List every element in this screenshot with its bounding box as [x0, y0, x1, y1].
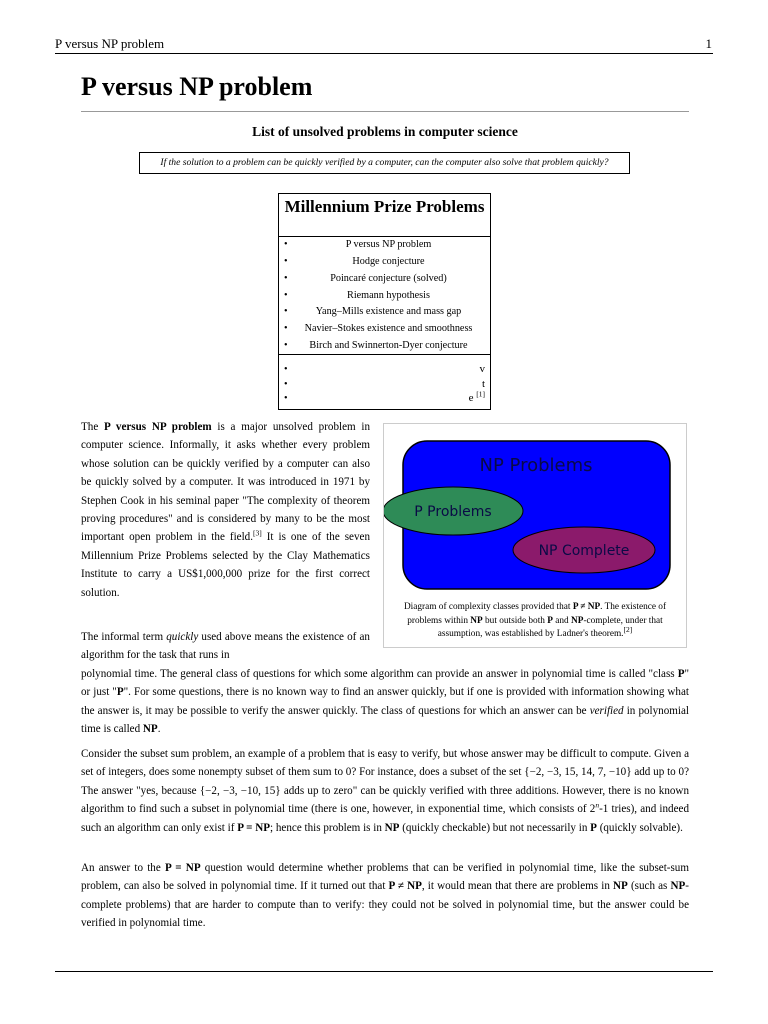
- unsolved-question-box: [139, 152, 630, 174]
- text-run: .: [157, 723, 161, 736]
- text-run: The informal term: [81, 631, 167, 643]
- bold-term: P versus NP problem: [104, 421, 212, 433]
- italic-term: verified: [589, 704, 624, 717]
- text-run: Consider the subset sum problem, an example of a problem that is easy to verify, but whose answer may be difficult to compute. Given a set of integers, does some nonempty subset of them sum to 0? For instance, does a subset of the set {−2, −3, 15, 14, 7, −10} add up to 0? The answer "yes, because {−2, −3, −10, 15} adds up to zero" can be quickly verified with three additions. However, there is no known algorithm to find such a subset in polynomial time (there is one, however, in exponential time, which consists of 2: [81, 748, 689, 816]
- bold-term: P: [547, 615, 553, 626]
- bullet: •: [284, 273, 288, 284]
- text-run: and: [552, 615, 572, 626]
- bold-term: NP: [670, 880, 686, 893]
- bullet: •: [284, 290, 288, 301]
- bullet: •: [284, 306, 288, 317]
- page-number: 1: [705, 36, 712, 51]
- navbox-view-link[interactable]: [279, 362, 490, 377]
- text-run: is a major unsolved problem in computer science. Informally, it asks whether every problem whose solution can be quickly verified by a computer can also be quickly solved by a computer. It was introduced in 1971 by Stephen Cook in his seminal paper "The complexity of theorem proving procedures" and is considered by many to be the most important open problem in the field.: [81, 421, 371, 544]
- navbox-item[interactable]: [279, 288, 490, 304]
- np-problems-label: NP Problems: [479, 455, 593, 476]
- navbox-item-label: Poincaré conjecture (solved): [330, 273, 447, 284]
- navbox-item-label: Hodge conjecture: [352, 256, 425, 267]
- text-run: ". For some questions, there is no known way to find an answer quickly, but if one is provided with information showing what the answer is, it may be possible to verify the answer quickly. The class of questions for which an answer can be: [81, 686, 689, 717]
- navbox-divider: [279, 354, 490, 355]
- reference-mark[interactable]: [1]: [476, 389, 485, 399]
- view-link-label: v: [479, 363, 485, 375]
- text-run: question would determine whether problems that can be verified in polynomial time, like the subset-sum problem, can also be solved in polynomial time. If it turned out that: [81, 862, 689, 893]
- quickly-paragraph-continued: [81, 665, 689, 739]
- text-run: " or just ": [81, 668, 689, 699]
- bullet: •: [284, 323, 288, 334]
- bold-term: NP: [571, 615, 584, 626]
- navbox-edit-link[interactable]: [279, 391, 490, 406]
- navbox-item-label: Birch and Swinnerton-Dyer conjecture: [309, 340, 468, 351]
- answer-paragraph: [81, 859, 689, 933]
- subset-sum-paragraph: [81, 745, 689, 837]
- talk-link-label: t: [481, 378, 485, 390]
- navbox-talk-link[interactable]: [279, 377, 490, 392]
- bullet: •: [284, 256, 288, 267]
- text-run: (quickly solvable).: [596, 821, 683, 834]
- text-run: -complete, under that assumption, was established by Ladner's theorem.: [437, 615, 663, 639]
- edit-link-label: [469, 391, 485, 406]
- text-run: The: [81, 421, 104, 433]
- bold-term: P: [590, 821, 597, 834]
- navbox-item[interactable]: [279, 254, 490, 270]
- bold-term: P ≠ NP: [388, 880, 422, 893]
- text-run: It is one of the seven Millennium Prize Problems selected by the Clay Mathematics Institute to carry a US$1,000,000 prize for the first correct solution.: [81, 531, 371, 599]
- bold-term: NP: [384, 821, 400, 834]
- italic-term: quickly: [166, 631, 199, 643]
- navbox-item[interactable]: [279, 321, 490, 337]
- title-rule: [81, 111, 689, 112]
- bullet: •: [284, 379, 288, 390]
- italic-term: n: [595, 800, 600, 810]
- bold-term: P: [116, 686, 124, 699]
- text-run: polynomial time. The general class of questions for which some algorithm can provide an answer in polynomial time is called "class: [81, 668, 678, 680]
- text-run: Diagram of complexity classes provided that: [403, 602, 573, 612]
- text-run: in polynomial time is called: [81, 704, 689, 736]
- navbox-item-label: Riemann hypothesis: [347, 290, 430, 301]
- bold-term: P = NP: [237, 821, 271, 834]
- text-run: An answer to the: [81, 862, 165, 874]
- unsolved-question: If the solution to a problem can be quickly verified by a computer, can the computer also solve that problem quickly?: [160, 157, 609, 168]
- figure-caption: [390, 601, 680, 642]
- reference-mark[interactable]: [2]: [623, 624, 633, 634]
- text-run: -1 tries), and indeed such an algorithm can only exist if: [81, 803, 689, 834]
- bold-term: NP: [613, 880, 628, 893]
- navbox-item-label: Navier–Stokes existence and smoothness: [304, 323, 473, 334]
- p-problems-label: P Problems: [414, 504, 492, 520]
- bold-term: P = NP: [164, 862, 201, 874]
- millennium-prize-navbox: [278, 193, 491, 410]
- text-run: used above means the existence of an algorithm for the task that runs in: [81, 631, 370, 662]
- edit-link-text: e: [468, 392, 474, 404]
- text-run: (quickly checkable) but not necessarily in: [399, 821, 591, 834]
- intro-paragraph: [81, 418, 370, 602]
- reference-mark[interactable]: [3]: [252, 528, 262, 538]
- running-header-title: P versus NP problem: [55, 36, 165, 51]
- navbox-item[interactable]: [279, 304, 490, 320]
- bold-term: P: [677, 668, 685, 680]
- navbox-item[interactable]: [279, 271, 490, 287]
- navbox-item[interactable]: [279, 338, 490, 354]
- navbox-title: Millennium Prize Problems: [284, 197, 485, 216]
- text-run: ; hence this problem is in: [270, 821, 385, 834]
- navbox-item-label: P versus NP problem: [345, 239, 432, 250]
- bold-term: P ≠ NP: [572, 602, 601, 612]
- header-rule: [55, 53, 713, 54]
- bullet: •: [284, 239, 288, 250]
- np-complete-label: NP Complete: [538, 543, 630, 559]
- bullet: •: [284, 340, 288, 351]
- article-title: P versus NP problem: [81, 72, 313, 101]
- bullet: •: [284, 364, 288, 375]
- bold-term: NP: [142, 723, 158, 736]
- quickly-paragraph-start: [81, 628, 370, 665]
- text-run: but outside both: [482, 615, 548, 626]
- bold-term: NP: [470, 615, 483, 626]
- navbox-item-label: Yang–Mills existence and mass gap: [315, 306, 462, 317]
- footer-rule: [55, 971, 713, 972]
- text-run: -complete problems) that are harder to compute than to verify: they could not be solved in polynomial time, but the answer could be verified in polynomial time.: [81, 880, 689, 930]
- unsolved-problems-heading: List of unsolved problems in computer science: [252, 124, 518, 139]
- bullet: •: [284, 393, 288, 404]
- text-run: , it would mean that there are problems in: [421, 880, 614, 893]
- text-run: (such as: [627, 880, 671, 893]
- text-run: . The existence of problems within: [407, 602, 667, 626]
- navbox-item[interactable]: [279, 237, 490, 253]
